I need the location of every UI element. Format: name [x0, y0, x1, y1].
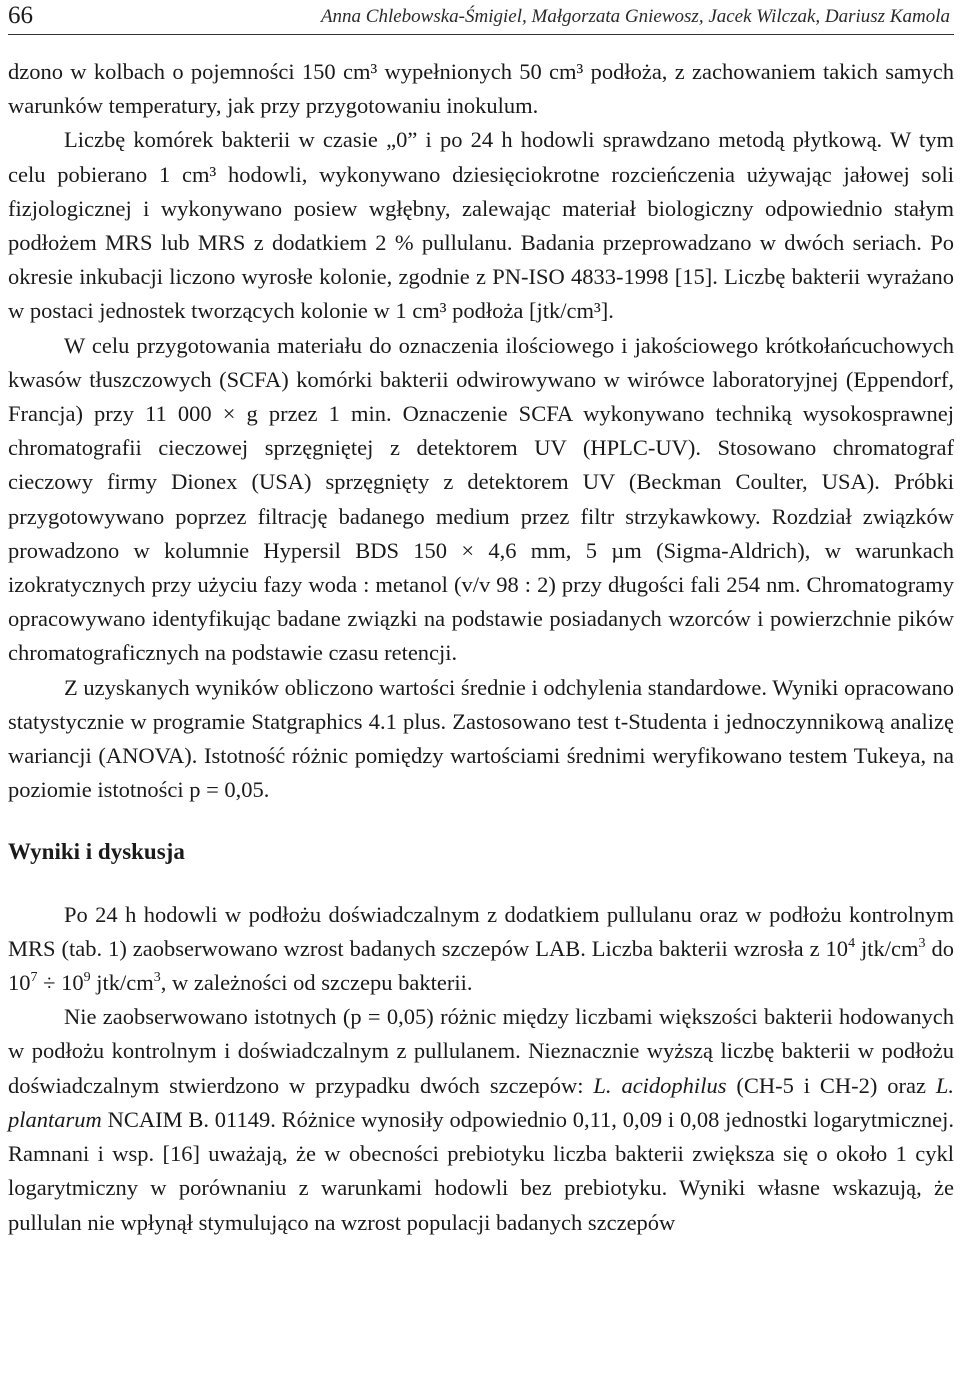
exponent: 9 [83, 970, 91, 986]
running-head-authors: Anna Chlebowska-Śmigiel, Małgorzata Gniewosz, Jacek Wilczak, Dariusz Kamola [320, 6, 950, 27]
text-run: Nie zaobserwowano istotnych (p = 0,05) różnic między liczbami większości bakterii hodowanych w podłożu kontrolnym i doświadczalnym z pullulanem. Nieznacznie wyższą liczbę bakterii w podłożu doświadczalnym stwierdzono w przypadku dwóch szczepów: [8, 1004, 954, 1098]
species-name: L. acidophilus [593, 1072, 727, 1098]
page-number: 66 [8, 2, 33, 29]
paragraph-methods-counting: Liczbę komórek bakterii w czasie „0” i po 24 h hodowli sprawdzano metodą płytkową. W tym celu pobierano 1 cm³ hodowli, wykonywano dziesięciokrotne rozcieńczenia używając jałowej soli fizjologicznej i wykonywano posiew wgłębny, zalewając materiał biologiczny odpowiednio stałym podłożem MRS lub MRS z dodatkiem 2 % pullulanu. Badania przeprowadzano w dwóch seriach. Po okresie inkubacji liczono wyrosłe kolonie, zgodnie z PN-ISO 4833-1998 [15]. Liczbę bakterii wyrażano w postaci jednostek tworzących kolonie w 1 cm³ podłoża [jtk/cm³]. [8, 127, 954, 324]
paragraph-results-differences [8, 1000, 954, 1239]
text-run: jtk/cm [855, 935, 919, 961]
text-run: Po 24 h hodowli w podłożu doświadczalnym z dodatkiem pullulanu oraz w podłożu kontrolnym MRS (tab. 1) zaobserwowano wzrost badanych szczepów LAB. Liczba bakterii wzrosła z 10 [8, 901, 954, 961]
text-run: , w zależności od szczepu bakterii. [160, 970, 473, 996]
text-run: ÷ 10 [37, 970, 84, 996]
paragraph-results-growth [8, 898, 954, 1001]
exponent: 3 [153, 970, 161, 986]
species-name: L. plantarum [8, 1072, 954, 1132]
text-run: NCAIM B. 01149. Różnice wynosiły odpowiednio 0,11, 0,09 i 0,08 jednostki logarytmicznej. Ramnani i wsp. [16] uważają, że w obecności prebiotyku liczba bakterii zwiększa się o około 1 cykl logarytmiczny w porównaniu z warunkami hodowli bez prebiotyku. Wyniki własne wskazują, że pullulan nie wpłynął stymulująco na wzrost populacji badanych szczepów [8, 1106, 954, 1235]
exponent: 7 [30, 970, 38, 986]
exponent: 3 [918, 935, 926, 951]
paragraph-statistics: Z uzyskanych wyników obliczono wartości średnie i odchylenia standardowe. Wyniki opracowano statystycznie w programie Statgraphics 4.1 plus. Zastosowano test t-Studenta i jednoczynnikową analizę wariancji (ANOVA). Istotność różnic pomiędzy wartościami średnimi weryfikowano testem Tukeya, na poziomie istotności p = 0,05. [8, 674, 954, 803]
document-page [8, 0, 954, 1240]
page-header [8, 0, 954, 35]
text-run: do 10 [8, 935, 954, 996]
exponent: 4 [848, 935, 856, 951]
body-text [8, 55, 954, 1240]
text-run: (CH-5 i CH-2) oraz [726, 1072, 936, 1098]
paragraph-continued: dzono w kolbach o pojemności 150 cm³ wypełnionych 50 cm³ podłoża, z zachowaniem takich samych warunków temperatury, jak przy przygotowaniu inokulum. [8, 59, 954, 119]
text-run: jtk/cm [90, 970, 154, 996]
paragraph-methods-scfa: W celu przygotowania materiału do oznaczenia ilościowego i jakościowego krótkołańcuchowych kwasów tłuszczowych (SCFA) komórki bakterii odwirowywano w wirówce laboratoryjnej (Eppendorf, Francja) przy 11 000 × g przez 1 min. Oznaczenie SCFA wykonywano techniką wysokosprawnej chromatografii cieczowej sprzęgniętej z detektorem UV (HPLC-UV). Stosowano chromatograf cieczowy firmy Dionex (USA) sprzęgnięty z detektorem UV (Beckman Coulter, USA). Próbki przygotowywano poprzez filtrację badanego medium przez filtr strzykawkowy. Rozdział związków prowadzono w kolumnie Hypersil BDS 150 × 4,6 mm, 5 µm (Sigma-Aldrich), w warunkach izokratycznych przy użyciu fazy woda : metanol (v/v 98 : 2) przy długości fali 254 nm. Chromatogramy opracowywano identyfikując badane związki na podstawie posiadanych wzorców i powierzchnie pików chromatograficznych na podstawie czasu retencji. [8, 332, 954, 666]
section-heading: Wyniki i dyskusja [8, 839, 185, 865]
